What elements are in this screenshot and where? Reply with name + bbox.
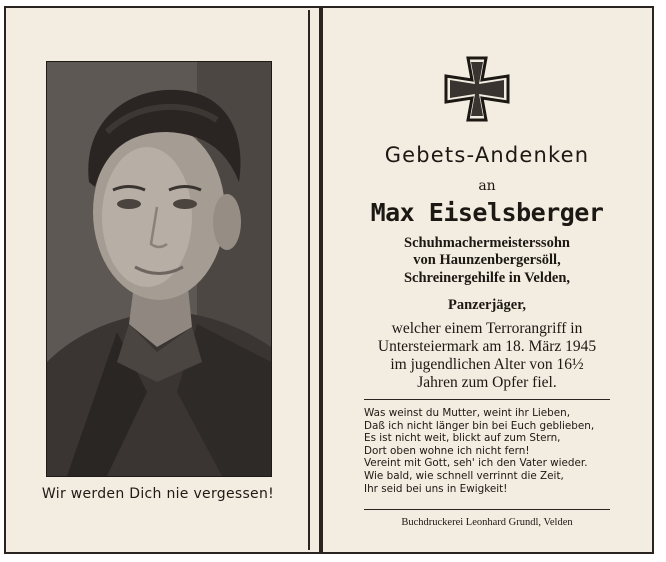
bio-line: Schuhmachermeisterssohn xyxy=(404,235,570,251)
poem-line: Dort oben wohne ich nicht fern! xyxy=(364,444,530,457)
memorial-card xyxy=(4,6,654,554)
left-panel xyxy=(8,10,310,550)
divider xyxy=(364,509,610,510)
fold-line xyxy=(319,8,323,552)
iron-cross-icon xyxy=(444,56,510,122)
right-panel xyxy=(326,10,648,550)
poem-line: Daß ich nicht länger bin bei Euch geblieben, xyxy=(364,419,595,432)
death-line: Untersteiermark am 18. März 1945 xyxy=(377,338,597,355)
dedication-word: an xyxy=(478,178,496,194)
card-title: Gebets-Andenken xyxy=(384,143,590,167)
poem xyxy=(364,407,614,495)
poem-line: Was weinst du Mutter, weint ihr Lieben, xyxy=(364,407,571,419)
rank-line: Panzerjäger, xyxy=(448,297,526,313)
bio-line: von Haunzenbergersöll, xyxy=(413,252,561,268)
deceased-name: Max Eiselsberger xyxy=(370,198,604,227)
poem-line: Ihr seid bei uns in Ewigkeit! xyxy=(364,482,508,495)
poem-line: Es ist nicht weit, blickt auf zum Stern, xyxy=(364,432,561,445)
portrait-photo xyxy=(46,61,272,477)
poem-line: Wie bald, wie schnell verrinnt die Zeit, xyxy=(364,469,564,482)
bio-line: Schreinergehilfe in Velden, xyxy=(403,270,571,286)
death-line: welcher einem Terrorangriff in xyxy=(391,320,583,337)
printer-credit: Buchdruckerei Leonhard Grundl, Velden xyxy=(401,517,573,528)
death-line: im jugendlichen Alter von 16½ xyxy=(390,356,584,373)
divider xyxy=(364,399,610,400)
photo-caption: Wir werden Dich nie vergessen! xyxy=(41,486,275,502)
poem-line: Vereint mit Gott, seh' ich den Vater wieder. xyxy=(364,457,588,470)
death-line: Jahren zum Opfer fiel. xyxy=(417,374,557,391)
portrait-illustration xyxy=(47,62,271,476)
